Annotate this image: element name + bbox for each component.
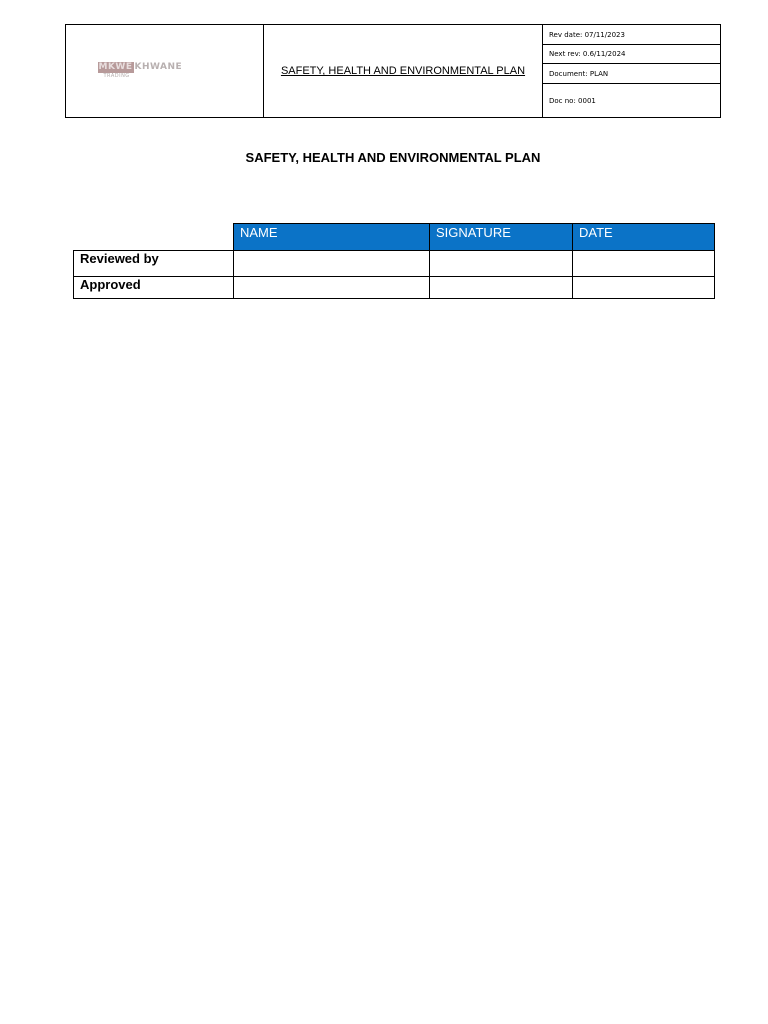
logo-subtitle: TRADING: [103, 73, 130, 79]
rev-date: Rev date: 07/11/2023: [543, 25, 720, 45]
doc-number: Doc no: 0001: [549, 96, 596, 105]
approved-name-cell[interactable]: [234, 277, 430, 299]
table-row: [74, 277, 715, 299]
company-logo: [98, 62, 232, 80]
document-header: [65, 24, 721, 118]
reviewed-date-cell[interactable]: [573, 251, 715, 277]
row-label-reviewed-by: Reviewed by: [74, 251, 234, 277]
document-code: Document: PLAN: [543, 64, 720, 84]
logo-cell: [66, 25, 264, 117]
column-header-name: NAME: [234, 224, 430, 251]
row-label-approved: Approved: [74, 277, 234, 299]
approval-header-row: [74, 224, 715, 251]
header-meta: [543, 25, 720, 117]
approved-signature-cell[interactable]: [430, 277, 573, 299]
column-header-signature: SIGNATURE: [430, 224, 573, 251]
document-title: SAFETY, HEALTH AND ENVIRONMENTAL PLAN: [245, 150, 541, 165]
reviewed-name-cell[interactable]: [234, 251, 430, 277]
logo-part2: KHWANE: [134, 62, 183, 72]
header-title: SAFETY, HEALTH AND ENVIRONMENTAL PLAN: [264, 25, 543, 117]
header-blank-cell: [74, 224, 234, 251]
logo-part1: MKWE: [98, 62, 133, 72]
approval-table: [73, 223, 715, 299]
column-header-date: DATE: [573, 224, 715, 251]
table-row: [74, 251, 715, 277]
next-rev: Next rev: 0.6/11/2024: [543, 45, 720, 64]
approved-date-cell[interactable]: [573, 277, 715, 299]
reviewed-signature-cell[interactable]: [430, 251, 573, 277]
logo-wordmark: [98, 62, 183, 73]
